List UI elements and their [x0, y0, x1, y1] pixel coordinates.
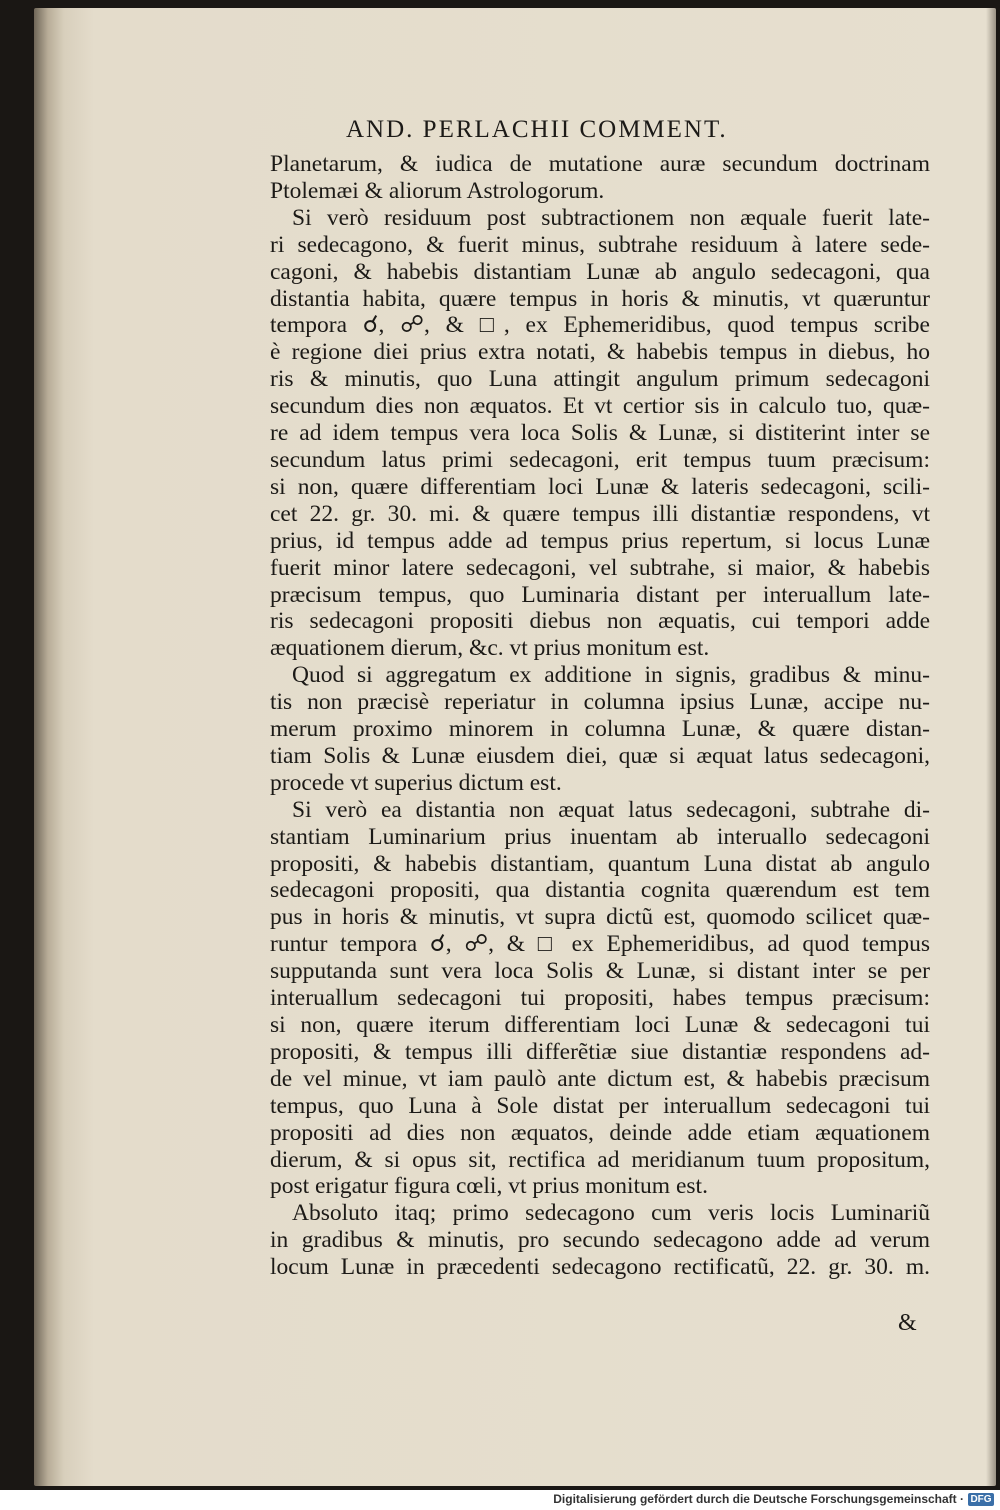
text-line: æquationem dierum, &c. vt prius monitum est. [270, 635, 710, 662]
text-line: è regione diei prius extra notati, & habebis tempus in diebus, ho [270, 339, 930, 366]
text-line: post erigatur figura cœli, vt prius monitum est. [270, 1173, 708, 1200]
text-line: merum proximo minorem in columna Lunæ, & quære distan- [270, 716, 930, 743]
text-line: runtur tempora ☌, ☍, & □ ex Ephemeridibus, ad quod tempus [270, 931, 930, 958]
text-line: pus in horis & minutis, vt supra dictũ est, quomodo scilicet quæ- [270, 904, 930, 931]
text-line: procede vt superius dictum est. [270, 769, 562, 796]
text-line: in gradibus & minutis, pro secundo sedecagono adde ad verum [270, 1227, 930, 1254]
text-line: locum Lunæ in præcedenti sedecagono rectificatũ, 22. gr. 30. m. [270, 1254, 930, 1281]
text-line: distantia habita, quære tempus in horis & minutis, vt quæruntur [270, 285, 930, 312]
text-line: si non, quære iterum differentiam loci Lunæ & sedecagoni tui [270, 1012, 930, 1038]
text-line: Ptolemæi & aliorum Astrologorum. [270, 177, 605, 204]
text-line: propositi, & tempus illi differẽtiæ siue distantiæ respondens ad- [270, 1038, 930, 1065]
text-line: propositi ad dies non æquatos, deinde adde etiam æquationem [270, 1119, 930, 1146]
text-line: propositi, & habebis distantiam, quantum Luna distat ab angulo [270, 850, 930, 877]
text-line: secundum latus primi sedecagoni, erit tempus tuum præcisum: [270, 446, 930, 473]
text-line: cet 22. gr. 30. mi. & quære tempus illi distantiæ respondens, vt [270, 500, 930, 527]
text-line: de vel minue, vt iam paulò ante dictum est, & habebis præcisum [270, 1065, 930, 1092]
catchword: & [898, 1310, 917, 1336]
text-line: fuerit minor latere sedecagoni, vel subtrahe, si maior, & habebis [270, 554, 930, 581]
text-line: tiam Solis & Lunæ eiusdem diei, quæ si æquat latus sedecagoni, [270, 742, 930, 769]
text-line: secundum dies non æquatos. Et vt certior sis in calculo tuo, quæ- [270, 393, 930, 420]
text-line: interuallum sedecagoni tui propositi, habes tempus præcisum: [270, 985, 930, 1012]
text-line: cagoni, & habebis distantiam Lunæ ab angulo sedecagoni, qua [270, 258, 930, 285]
text-line: Si verò ea distantia non æquat latus sedecagoni, subtrahe di- [292, 796, 930, 823]
text-line: si non, quære differentiam loci Lunæ & lateris sedecagoni, scili- [270, 473, 930, 500]
text-line: stantiam Luminarium prius inuentam ab interuallo sedecagoni [270, 823, 930, 850]
text-line: tempus, quo Luna à Sole distat per interuallum sedecagoni tui [270, 1092, 930, 1119]
funding-credit: Digitalisierung gefördert durch die Deutsche Forschungsgemeinschaft · [553, 1492, 964, 1506]
text-line: prius, id tempus adde ad tempus prius repertum, si locus Lunæ [270, 527, 930, 554]
dfg-logo-icon: DFG [968, 1493, 994, 1506]
text-line: supputanda sunt vera loca Solis & Lunæ, si distant inter se per [270, 958, 930, 985]
text-line: tis non præcisè reperiatur in columna ipsius Lunæ, accipe nu- [270, 689, 930, 716]
text-line: dierum, & si opus sit, rectifica ad meridianum tuum propositum, [270, 1146, 930, 1173]
text-line: re ad idem tempus vera loca Solis & Lunæ, si distiterint inter se [270, 420, 930, 447]
text-line: Si verò residuum post subtractionem non æquale fuerit late- [292, 204, 930, 231]
text-line: sedecagoni propositi, qua distantia cognita quærendum est tem [270, 877, 930, 904]
running-head: AND. PERLACHII COMMENT. [346, 116, 728, 143]
text-line: tempora ☌, ☍, & □, ex Ephemeridibus, quod tempus scribe [270, 312, 930, 339]
text-line: præcisum tempus, quo Luminaria distant per interuallum late- [270, 581, 930, 608]
text-line: ris & minutis, quo Luna attingit angulum primum sedecagoni [270, 366, 930, 393]
text-line: ri sedecagono, & fuerit minus, subtrahe residuum à latere sede- [270, 231, 930, 258]
digitization-footer [0, 1490, 1000, 1510]
text-line: ris sedecagoni propositi diebus non æquatis, cui tempori adde [270, 608, 930, 635]
text-line: Absoluto itaq; primo sedecagono cum veris locis Luminariũ [292, 1200, 930, 1227]
text-line: Quod si aggregatum ex additione in signis, gradibus & minu- [292, 662, 930, 689]
body-text [270, 151, 930, 1281]
text-line: Planetarum, & iudica de mutatione auræ secundum doctrinam [270, 151, 930, 177]
